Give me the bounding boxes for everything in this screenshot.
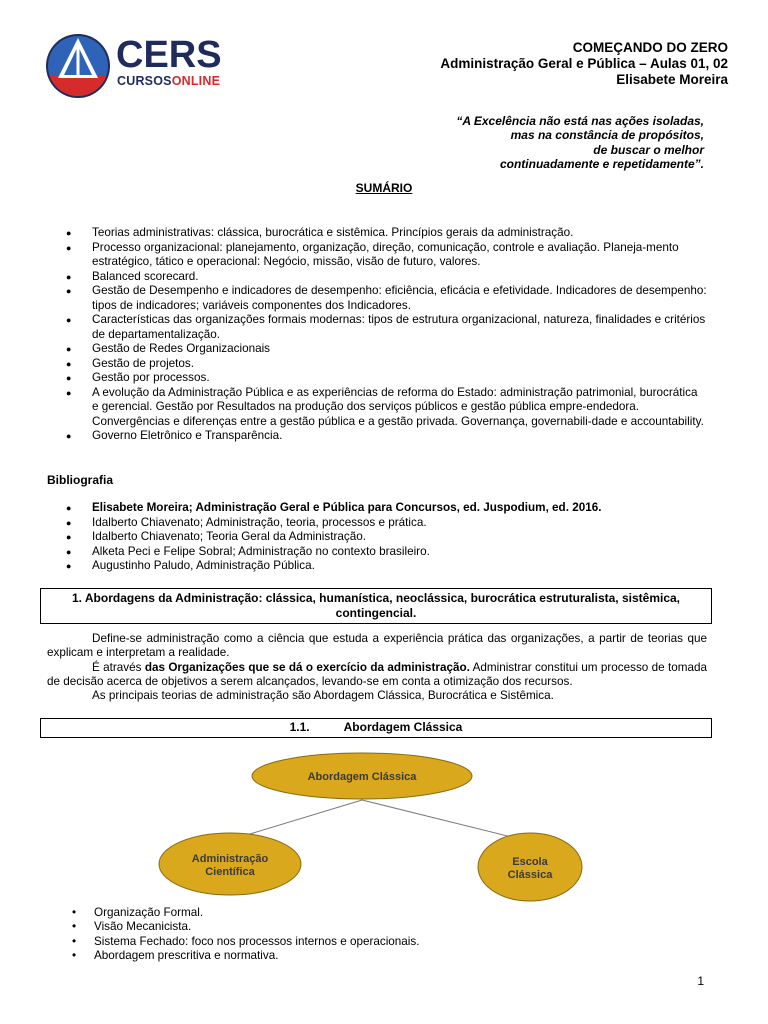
logo-brand: CERS xyxy=(116,34,222,76)
list-item: ● Gestão de Redes Organizacionais xyxy=(47,342,707,357)
list-item: ● Gestão de Desempenho e indicadores de desempenho: eficiência, eficácia e efetividade. Indicadores de desempenho: tipos de indicadores; variáveis componentes dos Indicadores. xyxy=(47,284,707,313)
paragraph: As principais teorias de administração são Abordagem Clássica, Burocrática e Sistêmica. xyxy=(92,689,554,703)
list-item: ● Augustinho Paludo, Administração Pública. xyxy=(47,559,707,574)
list-item: ● Teorias administrativas: clássica, burocrática e sistêmica. Princípios gerais da administração. xyxy=(47,226,707,241)
cers-logo xyxy=(44,32,114,100)
left-ellipse-label-2: Científica xyxy=(205,866,255,878)
list-item: • Sistema Fechado: foco nos processos internos e operacionais. xyxy=(72,935,692,949)
header-author: Elisabete Moreira xyxy=(616,72,728,87)
right-ellipse-label-1: Escola xyxy=(512,856,548,868)
section-1-1-heading: 1.1. Abordagem Clássica xyxy=(40,718,712,738)
header-subject: Administração Geral e Pública – Aulas 01, 02 xyxy=(440,56,728,71)
right-ellipse-label-2: Clássica xyxy=(507,869,553,881)
list-item: ● Características das organizações formais modernas: tipos de estrutura organizacional, natureza, finalidades e critérios de departamentalização. xyxy=(47,313,707,342)
list-item: ● Idalberto Chiavenato; Administração, teoria, processos e prática. xyxy=(47,516,707,531)
list-item: ● Gestão por processos. xyxy=(47,371,707,386)
left-ellipse-label-1: Administração xyxy=(191,853,269,865)
list-item: ● Elisabete Moreira; Administração Geral e Pública para Concursos, ed. Juspodium, ed. 2016. xyxy=(47,501,707,516)
list-item: • Visão Mecanicista. xyxy=(72,920,692,934)
epigraph-quote: “A Excelência não está nas ações isoladas, mas na constância de propósitos, de buscar o melhor continuadamente e repetidamente”. xyxy=(456,114,704,172)
sumario-list xyxy=(47,226,707,444)
section-1-body xyxy=(47,632,707,703)
paragraph: É através das Organizações que se dá o exercício da administração. Administrar constitui um processo de tomada de decisão acerca de objetivos a serem alcançados, levando-se em conta a otimização dos recursos. xyxy=(47,660,707,688)
list-item: ● Processo organizacional: planejamento, organização, direção, comunicação, controle e avaliação. Planeja-mento estratégico, tático e operacional: Negócio, missão, visão de futuro, valores. xyxy=(47,241,707,270)
bibliografia-list xyxy=(47,501,707,574)
list-item: • Abordagem prescritiva e normativa. xyxy=(72,949,692,963)
list-item: ● Governo Eletrônico e Transparência. xyxy=(47,429,707,444)
top-ellipse-label: Abordagem Clássica xyxy=(307,771,417,783)
list-item: ● Alketa Peci e Felipe Sobral; Administração no contexto brasileiro. xyxy=(47,545,707,560)
list-item: ● A evolução da Administração Pública e as experiências de reforma do Estado: administração patrimonial, burocrática e gerencial. Gestão por Resultados na produção dos serviços públicos e gestão pública empre-endedora. Convergências e diferenças entre a gestão pública e a gestão privada. Governança, governabili-dade e accountability. xyxy=(47,386,707,430)
features-list xyxy=(72,906,692,963)
list-item: ● Balanced scorecard. xyxy=(47,270,707,285)
paragraph: Define-se administração como a ciência que estuda a experiência prática das organizações, a partir de teorias que explicam e interpretam a realidade. xyxy=(47,632,707,660)
header-course: COMEÇANDO DO ZERO xyxy=(572,40,728,55)
logo-subtitle: CURSOSONLINE xyxy=(117,74,221,88)
section-1-heading: 1. Abordagens da Administração: clássica, humanística, neoclássica, burocrática estruturalista, sistêmica, contingencial. xyxy=(40,588,712,624)
abordagem-classica-diagram xyxy=(150,752,610,902)
list-item: ● Gestão de projetos. xyxy=(47,357,707,372)
list-item: • Organização Formal. xyxy=(72,906,692,920)
bibliografia-title: Bibliografia xyxy=(47,473,114,487)
sumario-title: SUMÁRIO xyxy=(355,181,413,195)
list-item: ● Idalberto Chiavenato; Teoria Geral da Administração. xyxy=(47,530,707,545)
page-number: 1 xyxy=(697,974,704,988)
